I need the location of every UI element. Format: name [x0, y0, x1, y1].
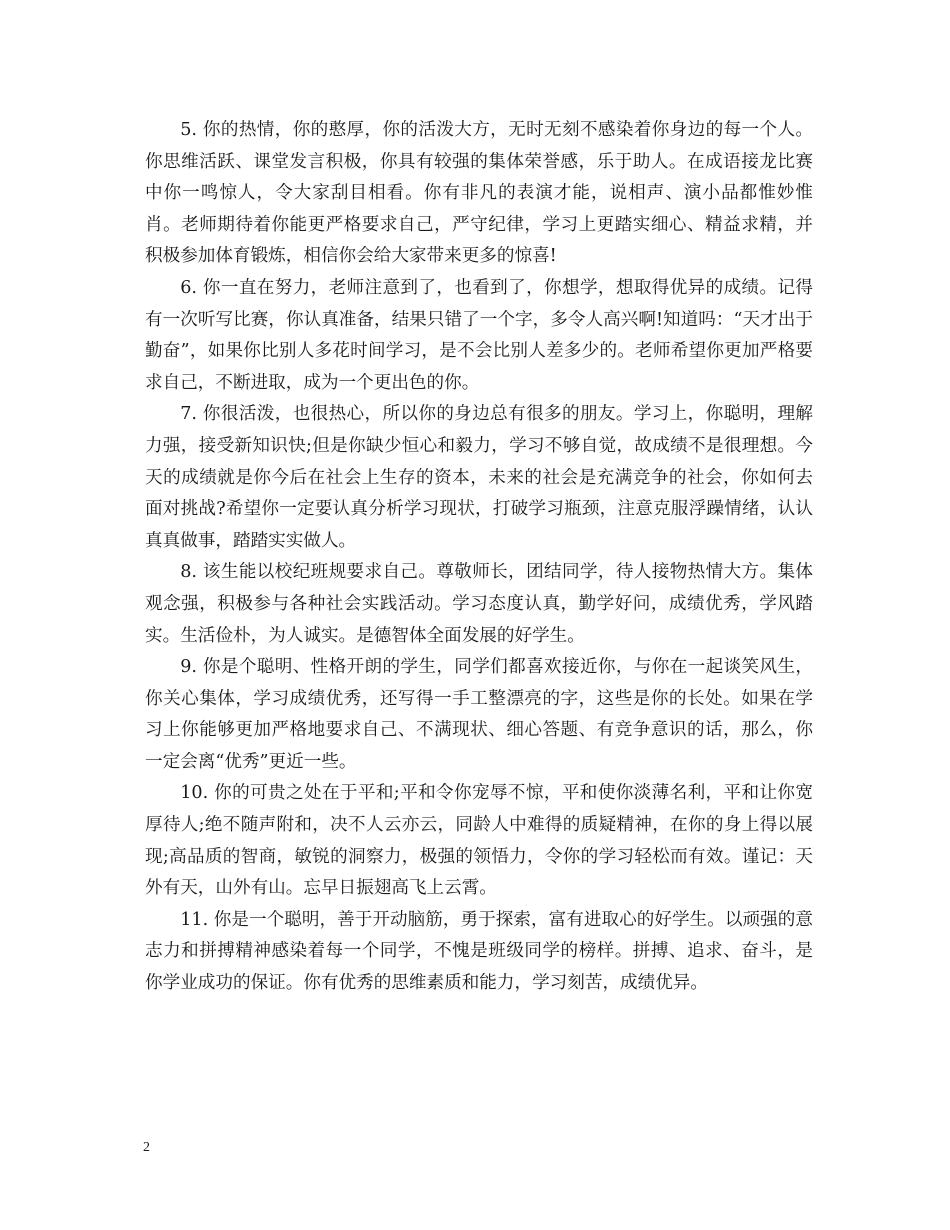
page-number: 2	[143, 1140, 150, 1155]
comment-paragraph-6: 6. 你一直在努力，老师注意到了，也看到了，你想学，想取得优异的成绩。记得有一次听写比赛，你认真准备，结果只错了一个字，多令人高兴啊!知道吗：“天才出于勤奋”，如果你比别人多花时间学习，是不会比别人差多少的。老师希望你更加严格要求自己，不断进取，成为一个更出色的你。	[145, 277, 813, 393]
comment-paragraph-11: 11. 你是一个聪明，善于开动脑筋，勇于探索，富有进取心的好学生。以顽强的意志力和拼搏精神感染着每一个同学，不愧是班级同学的榜样。拼搏、追求、奋斗，是你学业成功的保证。你有优秀的思维素质和能力，学习刻苦，成绩优异。	[145, 909, 813, 994]
comment-paragraph-9: 9. 你是个聪明、性格开朗的学生，同学们都喜欢接近你，与你在一起谈笑风生，你关心集体，学习成绩优秀，还写得一手工整漂亮的字，这些是你的长处。如果在学习上你能够更加严格地要求自己、不满现状、细心答题、有竞争意识的话，那么，你一定会离“优秀”更近一些。	[145, 657, 813, 772]
comment-paragraph-5: 5. 你的热情，你的憨厚，你的活泼大方，无时无刻不感染着你身边的每一个人。你思维活跃、课堂发言积极，你具有较强的集体荣誉感，乐于助人。在成语接龙比赛中你一鸣惊人，令大家刮目相看。你有非凡的表演才能，说相声、演小品都惟妙惟肖。老师期待着你能更严格要求自己，严守纪律，学习上更踏实细心、精益求精，并积极参加体育锻炼，相信你会给大家带来更多的惊喜!	[145, 120, 813, 267]
comment-paragraph-8: 8. 该生能以校纪班规要求自己。尊敬师长，团结同学，待人接物热情大方。集体观念强，积极参与各种社会实践活动。学习态度认真，勤学好问，成绩优秀，学风踏实。生活俭朴，为人诚实。是德智体全面发展的好学生。	[145, 562, 813, 646]
comment-paragraph-7: 7. 你很活泼，也很热心，所以你的身边总有很多的朋友。学习上，你聪明，理解力强，接受新知识快;但是你缺少恒心和毅力，学习不够自觉，故成绩不是很理想。今天的成绩就是你今后在社会上生存的资本，未来的社会是充满竞争的社会，你如何去面对挑战?希望你一定要认真分析学习现状，打破学习瓶颈，注意克服浮躁情绪，认认真真做事，踏踏实实做人。	[145, 404, 813, 551]
comment-paragraph-10: 10. 你的可贵之处在于平和;平和令你宠辱不惊，平和使你淡薄名利，平和让你宽厚待人;绝不随声附和，决不人云亦云，同龄人中难得的质疑精神，在你的身上得以展现;高品质的智商，敏锐的洞察力，极强的领悟力，令你的学习轻松而有效。谨记：天外有天，山外有山。忘早日振翅高飞上云霄。	[145, 783, 813, 899]
document-body	[145, 115, 813, 1000]
